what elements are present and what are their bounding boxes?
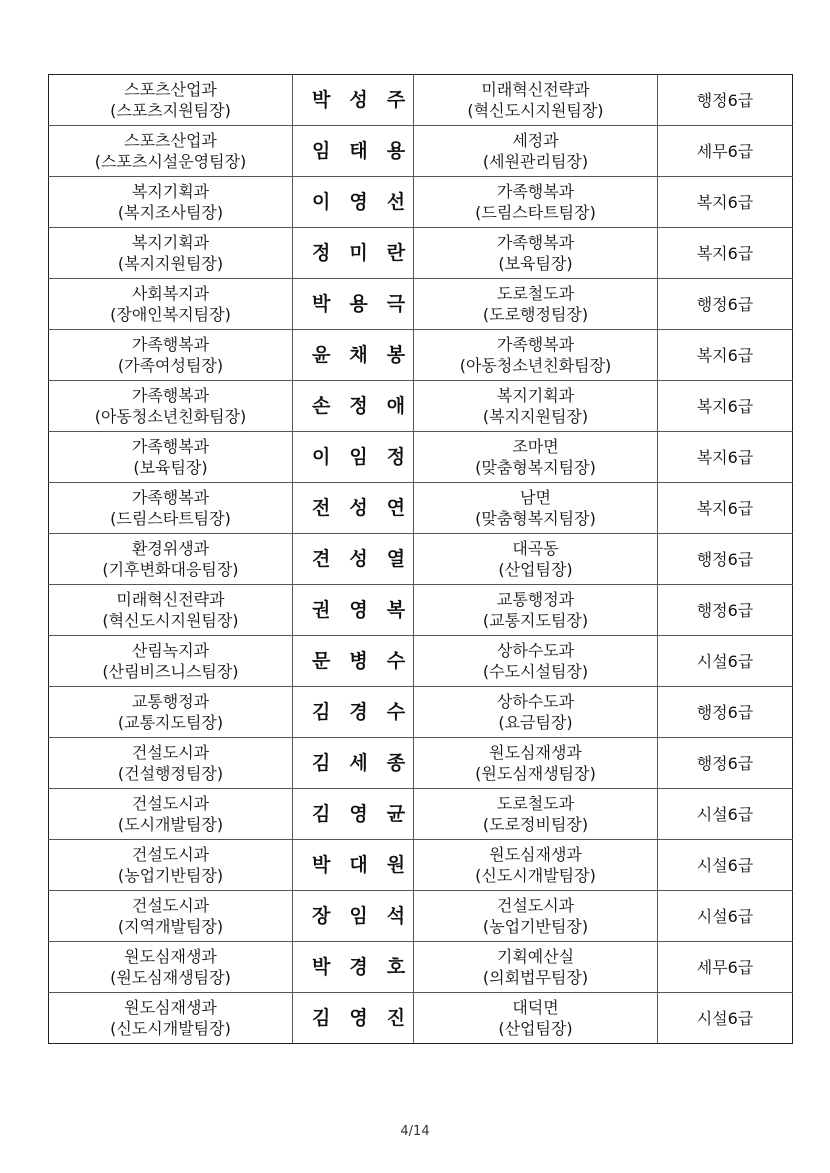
job-grade-cell	[658, 330, 793, 381]
new-assignment-cell	[414, 381, 658, 432]
previous-department: 가족행복과	[131, 386, 210, 405]
new-assignment-cell	[414, 279, 658, 330]
new-assignment-cell	[414, 483, 658, 534]
employee-name-cell	[293, 942, 425, 993]
employee-name-cell	[293, 279, 425, 330]
previous-team: (기후변화대응팀장)	[102, 560, 239, 579]
job-grade-cell	[658, 687, 793, 738]
new-department: 세정과	[512, 131, 559, 150]
new-assignment-cell	[414, 585, 658, 636]
job-grade-cell	[658, 789, 793, 840]
new-team: (원도심재생팀장)	[475, 764, 596, 783]
new-team: (신도시개발팀장)	[475, 866, 596, 885]
new-team: (산업팀장)	[498, 1019, 573, 1038]
job-grade: 복지6급	[696, 498, 754, 518]
new-assignment-cell	[414, 75, 658, 126]
employee-name: 손정애	[312, 394, 425, 417]
previous-assignment-cell	[49, 636, 293, 687]
new-assignment-cell	[414, 432, 658, 483]
previous-assignment-cell	[49, 228, 293, 279]
new-department: 대곡동	[512, 539, 559, 558]
employee-name: 윤채봉	[312, 343, 425, 366]
new-team: (아동청소년친화팀장)	[459, 356, 612, 375]
job-grade: 복지6급	[696, 243, 754, 263]
new-assignment-cell	[414, 738, 658, 789]
table-row	[49, 228, 793, 279]
new-department: 도로철도과	[496, 794, 575, 813]
table-row	[49, 330, 793, 381]
new-team: (맞춤형복지팀장)	[475, 458, 596, 477]
new-assignment-cell	[414, 636, 658, 687]
previous-department: 가족행복과	[131, 488, 210, 507]
job-grade-cell	[658, 942, 793, 993]
job-grade-cell	[658, 228, 793, 279]
previous-assignment-cell	[49, 585, 293, 636]
new-assignment-cell	[414, 534, 658, 585]
previous-team: (신도시개발팀장)	[110, 1019, 231, 1038]
job-grade-cell	[658, 738, 793, 789]
employee-name-cell	[293, 483, 425, 534]
page-number: 4/14	[400, 1124, 430, 1139]
previous-assignment-cell	[49, 432, 293, 483]
employee-name: 이영선	[312, 190, 425, 213]
new-department: 남면	[520, 488, 551, 507]
previous-team: (혁신도시지원팀장)	[102, 611, 239, 630]
previous-team: (교통지도팀장)	[117, 713, 224, 732]
previous-department: 미래혁신전략과	[116, 590, 225, 609]
table-row	[49, 840, 793, 891]
employee-name: 장임석	[312, 904, 425, 927]
employee-name: 박성주	[312, 88, 425, 111]
previous-department: 건설도시과	[131, 743, 210, 762]
new-department: 원도심재생과	[489, 743, 582, 762]
job-grade: 행정6급	[696, 702, 754, 722]
new-team: (농업기반팀장)	[482, 917, 589, 936]
job-grade-cell	[658, 177, 793, 228]
previous-department: 가족행복과	[131, 437, 210, 456]
job-grade-cell	[658, 993, 793, 1044]
new-assignment-cell	[414, 993, 658, 1044]
previous-team: (아동청소년친화팀장)	[94, 407, 247, 426]
employee-name: 임태용	[312, 139, 425, 162]
previous-assignment-cell	[49, 126, 293, 177]
previous-department: 원도심재생과	[124, 998, 217, 1017]
employee-name: 권영복	[312, 598, 425, 621]
job-grade-cell	[658, 75, 793, 126]
job-grade: 세무6급	[696, 141, 754, 161]
job-grade: 시설6급	[696, 804, 754, 824]
new-team: (산업팀장)	[498, 560, 573, 579]
previous-assignment-cell	[49, 687, 293, 738]
job-grade-cell	[658, 585, 793, 636]
table-row	[49, 381, 793, 432]
previous-department: 원도심재생과	[124, 947, 217, 966]
new-department: 복지기획과	[496, 386, 575, 405]
previous-assignment-cell	[49, 279, 293, 330]
previous-assignment-cell	[49, 177, 293, 228]
new-team: (복지지원팀장)	[482, 407, 589, 426]
job-grade: 행정6급	[696, 753, 754, 773]
table-row	[49, 279, 793, 330]
new-team: (의회법무팀장)	[482, 968, 589, 987]
new-team: (교통지도팀장)	[482, 611, 589, 630]
employee-name-cell	[293, 636, 425, 687]
table-row	[49, 585, 793, 636]
employee-name: 견성열	[312, 547, 425, 570]
new-department: 원도심재생과	[489, 845, 582, 864]
previous-department: 교통행정과	[131, 692, 210, 711]
job-grade-cell	[658, 279, 793, 330]
new-assignment-cell	[414, 687, 658, 738]
new-department: 가족행복과	[496, 335, 575, 354]
new-assignment-cell	[414, 891, 658, 942]
employee-name: 김영진	[312, 1006, 425, 1029]
new-assignment-cell	[414, 789, 658, 840]
new-department: 도로철도과	[496, 284, 575, 303]
previous-team: (원도심재생팀장)	[110, 968, 231, 987]
new-department: 교통행정과	[496, 590, 575, 609]
table-row	[49, 789, 793, 840]
employee-name-cell	[293, 840, 425, 891]
employee-name: 문병수	[312, 649, 425, 672]
employee-name-cell	[293, 126, 425, 177]
job-grade: 행정6급	[696, 600, 754, 620]
table-row	[49, 687, 793, 738]
previous-assignment-cell	[49, 534, 293, 585]
employee-name-cell	[293, 993, 425, 1044]
job-grade: 복지6급	[696, 396, 754, 416]
new-department: 미래혁신전략과	[481, 80, 590, 99]
previous-assignment-cell	[49, 942, 293, 993]
job-grade-cell	[658, 891, 793, 942]
previous-department: 사회복지과	[131, 284, 210, 303]
previous-team: (복지조사팀장)	[117, 203, 224, 222]
new-team: (보육팀장)	[498, 254, 573, 273]
new-department: 상하수도과	[496, 641, 575, 660]
previous-department: 가족행복과	[131, 335, 210, 354]
table-row	[49, 993, 793, 1044]
previous-team: (드림스타트팀장)	[110, 509, 231, 528]
previous-team: (지역개발팀장)	[117, 917, 224, 936]
job-grade: 복지6급	[696, 345, 754, 365]
previous-department: 스포츠산업과	[124, 80, 217, 99]
previous-department: 산림녹지과	[131, 641, 210, 660]
personnel-transfer-table	[48, 74, 793, 1044]
previous-assignment-cell	[49, 738, 293, 789]
employee-name: 김세종	[312, 751, 425, 774]
previous-team: (스포츠시설운영팀장)	[94, 152, 247, 171]
previous-assignment-cell	[49, 330, 293, 381]
job-grade: 복지6급	[696, 447, 754, 467]
job-grade-cell	[658, 381, 793, 432]
new-assignment-cell	[414, 228, 658, 279]
previous-assignment-cell	[49, 789, 293, 840]
new-assignment-cell	[414, 177, 658, 228]
job-grade: 행정6급	[696, 294, 754, 314]
previous-assignment-cell	[49, 993, 293, 1044]
new-department: 가족행복과	[496, 182, 575, 201]
employee-name-cell	[293, 381, 425, 432]
job-grade: 복지6급	[696, 192, 754, 212]
new-assignment-cell	[414, 330, 658, 381]
table-row	[49, 534, 793, 585]
previous-assignment-cell	[49, 891, 293, 942]
new-assignment-cell	[414, 840, 658, 891]
job-grade: 시설6급	[696, 651, 754, 671]
employee-name-cell	[293, 534, 425, 585]
table-row	[49, 75, 793, 126]
previous-team: (보육팀장)	[133, 458, 208, 477]
table-row	[49, 483, 793, 534]
previous-department: 건설도시과	[131, 845, 210, 864]
new-team: (도로정비팀장)	[482, 815, 589, 834]
job-grade-cell	[658, 432, 793, 483]
previous-assignment-cell	[49, 75, 293, 126]
previous-assignment-cell	[49, 483, 293, 534]
new-team: (맞춤형복지팀장)	[475, 509, 596, 528]
job-grade: 시설6급	[696, 906, 754, 926]
table-row	[49, 432, 793, 483]
previous-department: 건설도시과	[131, 896, 210, 915]
job-grade: 행정6급	[696, 90, 754, 110]
employee-name-cell	[293, 330, 425, 381]
previous-team: (복지지원팀장)	[117, 254, 224, 273]
previous-assignment-cell	[49, 840, 293, 891]
table-row	[49, 942, 793, 993]
previous-assignment-cell	[49, 381, 293, 432]
new-department: 대덕면	[512, 998, 559, 1017]
previous-department: 복지기획과	[131, 233, 210, 252]
job-grade-cell	[658, 534, 793, 585]
previous-team: (도시개발팀장)	[117, 815, 224, 834]
new-team: (드림스타트팀장)	[475, 203, 596, 222]
table-row	[49, 891, 793, 942]
employee-name-cell	[293, 585, 425, 636]
previous-department: 건설도시과	[131, 794, 210, 813]
new-team: (도로행정팀장)	[482, 305, 589, 324]
table-row	[49, 636, 793, 687]
employee-name-cell	[293, 789, 425, 840]
table-body	[49, 75, 793, 1044]
new-team: (혁신도시지원팀장)	[467, 101, 604, 120]
new-department: 건설도시과	[496, 896, 575, 915]
job-grade: 시설6급	[696, 855, 754, 875]
job-grade-cell	[658, 483, 793, 534]
previous-department: 복지기획과	[131, 182, 210, 201]
job-grade-cell	[658, 126, 793, 177]
employee-name: 김경수	[312, 700, 425, 723]
employee-name-cell	[293, 432, 425, 483]
previous-department: 환경위생과	[131, 539, 210, 558]
job-grade: 시설6급	[696, 1008, 754, 1028]
employee-name: 박대원	[312, 853, 425, 876]
table-row	[49, 126, 793, 177]
employee-name: 정미란	[312, 241, 425, 264]
employee-name: 이임정	[312, 445, 425, 468]
employee-name-cell	[293, 738, 425, 789]
previous-team: (스포츠지원팀장)	[110, 101, 231, 120]
new-team: (세원관리팀장)	[482, 152, 589, 171]
new-department: 기획예산실	[496, 947, 575, 966]
new-department: 조마면	[512, 437, 559, 456]
table-row	[49, 177, 793, 228]
previous-department: 스포츠산업과	[124, 131, 217, 150]
job-grade: 행정6급	[696, 549, 754, 569]
new-department: 상하수도과	[496, 692, 575, 711]
employee-name-cell	[293, 891, 425, 942]
job-grade-cell	[658, 636, 793, 687]
new-department: 가족행복과	[496, 233, 575, 252]
employee-name: 전성연	[312, 496, 425, 519]
employee-name: 박경호	[312, 955, 425, 978]
previous-team: (농업기반팀장)	[117, 866, 224, 885]
employee-name-cell	[293, 687, 425, 738]
new-team: (수도시설팀장)	[482, 662, 589, 681]
previous-team: (건설행정팀장)	[117, 764, 224, 783]
job-grade-cell	[658, 840, 793, 891]
previous-team: (장애인복지팀장)	[110, 305, 231, 324]
employee-name-cell	[293, 177, 425, 228]
new-team: (요금팀장)	[498, 713, 573, 732]
employee-name-cell	[293, 75, 425, 126]
employee-name: 박용극	[312, 292, 425, 315]
previous-team: (가족여성팀장)	[117, 356, 224, 375]
new-assignment-cell	[414, 942, 658, 993]
employee-name-cell	[293, 228, 425, 279]
table-row	[49, 738, 793, 789]
new-assignment-cell	[414, 126, 658, 177]
employee-name: 김영균	[312, 802, 425, 825]
previous-team: (산림비즈니스팀장)	[102, 662, 239, 681]
job-grade: 세무6급	[696, 957, 754, 977]
